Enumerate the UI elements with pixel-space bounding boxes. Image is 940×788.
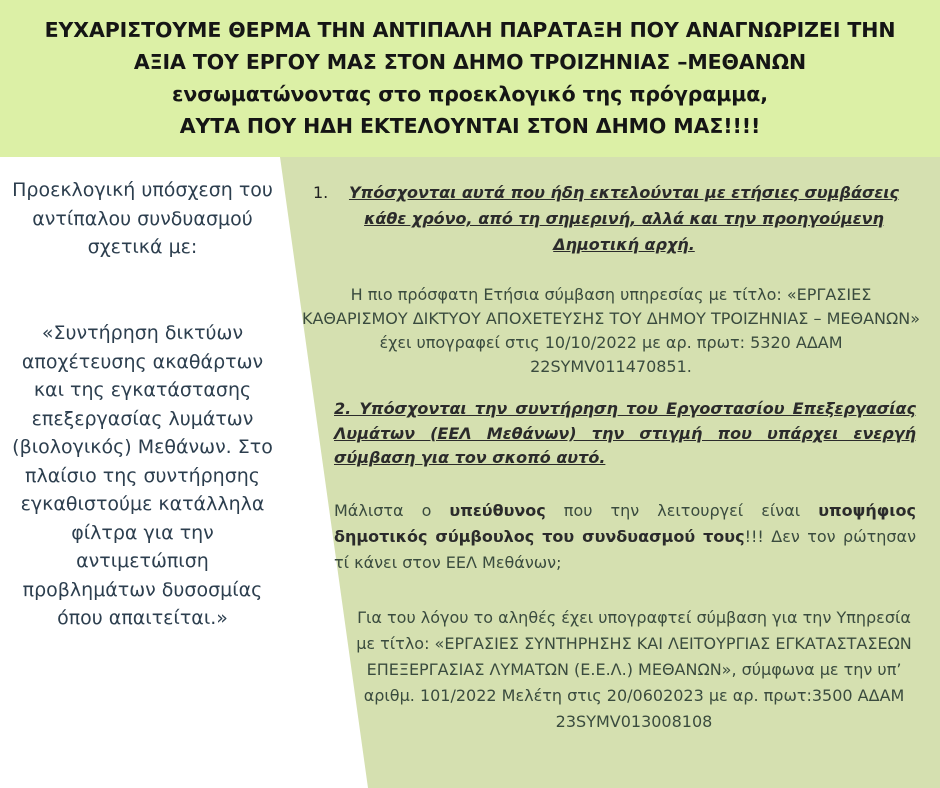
header-line-3: ενσωματώνοντας στο προεκλογικό της πρόγραμμα, [172,82,768,106]
item-1-number: 1. [313,183,329,202]
contract-1-text: Η πιο πρόσφατη Ετήσια σύμβαση υπηρεσίας με τίτλο: «ΕΡΓΑΣΙΕΣ ΚΑΘΑΡΙΣΜΟΥ ΔΙΚΤΥΟΥ ΑΠΟΧΕΤΕΥΣΗΣ ΤΟΥ ΔΗΜΟΥ ΤΡΟΙΖΗΝΙΑΣ – ΜΕΘΑΝΩΝ» έχει υπογραφεί στις 10/10/2022 με αρ. πρωτ: 5320 ΑΔΑΜ 22SYMV011470851. [301,285,920,376]
remark-bold-1: υπεύθυνος [449,501,546,520]
header-banner [0,0,940,157]
item-1-text: Υπόσχονται αυτά που ήδη εκτελούνται με ετήσιες συμβάσεις κάθε χρόνο, από τη σημερινή, αλλά και την προηγούμενη Δημοτική αρχή. [348,183,900,254]
remark-bold-2: υποψήφιος δημοτικός σύμβουλος του συνδυασμού τους [334,501,916,546]
header-line-2: ΑΞΙΑ ΤΟΥ ΕΡΓΟΥ ΜΑΣ ΣΤΟΝ ΔΗΜΟ ΤΡΟΙΖΗΝΙΑΣ –ΜΕΘΑΝΩΝ [133,50,807,74]
header-line-1: ΕΥΧΑΡΙΣΤΟΥΜΕ ΘΕΡΜΑ ΤΗΝ ΑΝΤΙΠΑΛΗ ΠΑΡΑΤΑΞΗ ΠΟΥ ΑΝΑΓΝΩΡΙΖΕΙ ΤΗΝ [44,18,896,42]
header-line-4: ΑΥΤΑ ΠΟΥ ΗΔΗ ΕΚΤΕΛΟΥΝΤΑΙ ΣΤΟΝ ΔΗΜΟ ΜΑΣ!!!! [179,114,761,138]
remark-part-1: Μάλιστα ο [334,501,450,520]
contract-2-text: Για του λόγου το αληθές έχει υπογραφτεί σύμβαση για την Υπηρεσία με τίτλο: «ΕΡΓΑΣΙΕΣ ΣΥΝΤΗΡΗΣΗΣ ΚΑΙ ΛΕΙΤΟΥΡΓΙΑΣ ΕΓΚΑΤΑΣΤΑΣΕΩΝ ΕΠΕΞΕΡΓΑΣΙΑΣ ΛΥΜΑΤΩΝ (Ε.Ε.Λ.) ΜΕΘΑΝΩΝ», σύμφωνα με την υπ’ αριθμ. 101/2022 Μελέτη στις 20/0602023 με αρ. πρωτ:3500 ΑΔΑΜ 23SYMV013008108 [356,608,912,731]
left-intro-text: Προεκλογική υπόσχεση του αντίπαλου συνδυασμού σχετικά με: [12,179,273,258]
remark-paragraph [334,498,916,576]
left-quote-text: «Συντήρηση δικτύων αποχέτευσης ακαθάρτων και της εγκατάστασης επεξεργασίας λυμάτων (βιολογικός) Μεθάνων. Στο πλαίσιο της συντήρησης εγκαθιστούμε κατάλληλα φίλτρα για την αντιμετώπιση προβλημάτων δυσοσμίας όπου απαιτείται.» [12,322,273,629]
remark-part-2: που την λειτουργεί είναι [545,501,819,520]
item-2-text: 2. Υπόσχονται την συντήρηση του Εργοστασίου Επεξεργασίας Λυμάτων (ΕΕΛ Μεθάνων) την στιγμή που υπάρχει ενεργή σύμβαση για τον σκοπό αυτό. [334,399,916,467]
remark-part-3: !!! Δεν τον ρώτησαν τί κάνει στον ΕΕΛ Μεθάνων; [334,527,917,572]
